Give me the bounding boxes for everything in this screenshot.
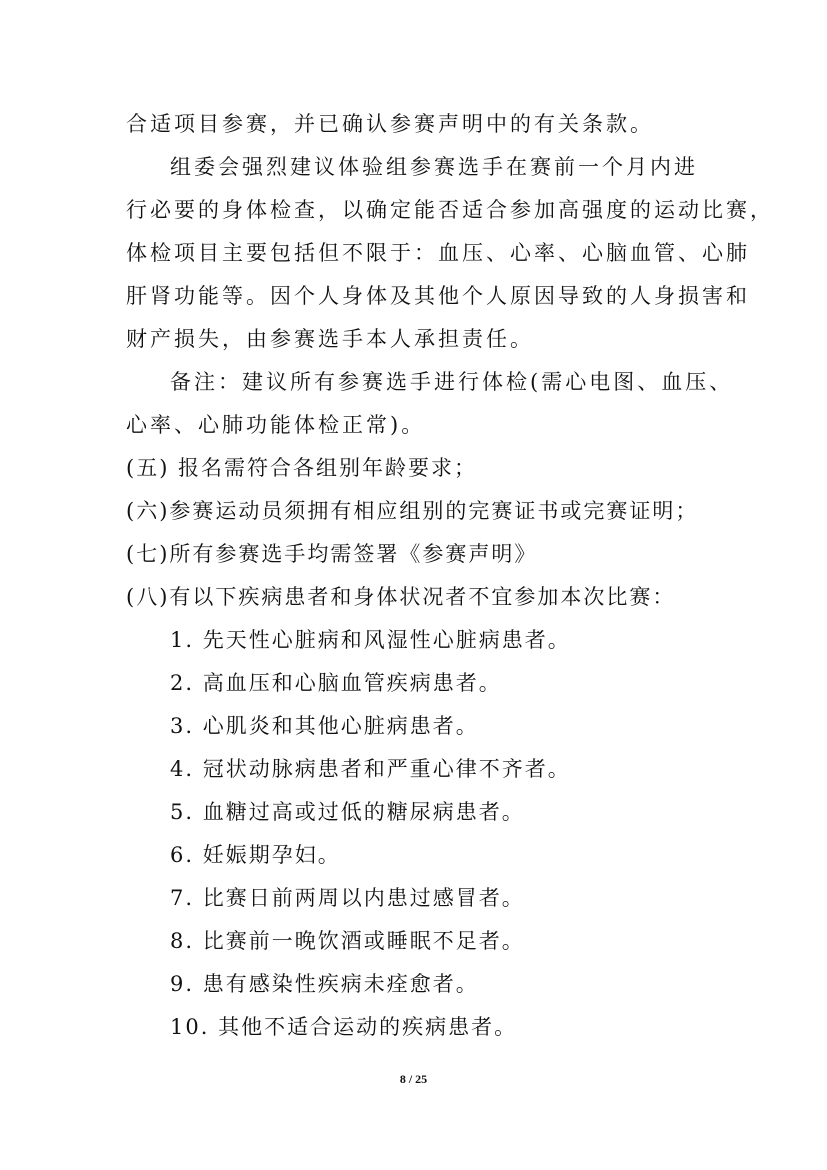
paragraph-line: 合适项目参赛，并已确认参赛声明中的有关条款。 xyxy=(126,112,654,136)
note-line: 心率、心肺功能体检正常)。 xyxy=(126,413,426,437)
section-heading: (七)所有参赛选手均需签署《参赛声明》 xyxy=(126,542,538,566)
list-item: 6. 妊娠期孕妇。 xyxy=(170,843,341,867)
paragraph-line: 肝肾功能等。因个人身体及其他个人原因导致的人身损害和 xyxy=(126,284,750,308)
list-item: 7. 比赛日前两周以内患过感冒者。 xyxy=(170,886,525,910)
section-heading: (六)参赛运动员须拥有相应组别的完赛证书或完赛证明； xyxy=(126,499,699,523)
paragraph-line: 体检项目主要包括但不限于：血压、心率、心脑血管、心肺 xyxy=(126,241,750,265)
list-item: 8. 比赛前一晚饮酒或睡眠不足者。 xyxy=(170,929,525,953)
list-item: 2. 高血压和心脑血管疾病患者。 xyxy=(170,671,502,695)
list-item: 4. 冠状动脉病患者和严重心律不齐者。 xyxy=(170,757,571,781)
page-number: 8 / 25 xyxy=(399,1072,428,1086)
list-item: 5. 血糖过高或过低的糖尿病患者。 xyxy=(170,800,525,824)
list-item: 1. 先天性心脏病和风湿性心脏病患者。 xyxy=(170,628,571,652)
note-line: 备注：建议所有参赛选手进行体检(需心电图、血压、 xyxy=(170,370,734,394)
section-heading: (八)有以下疾病患者和身体状况者不宜参加本次比赛： xyxy=(126,585,676,609)
list-item: 3. 心肌炎和其他心脏病患者。 xyxy=(170,714,479,738)
list-item: 9. 患有感染性疾病未痊愈者。 xyxy=(170,972,479,996)
paragraph-line: 财产损失，由参赛选手本人承担责任。 xyxy=(126,327,534,351)
list-item: 10. 其他不适合运动的疾病患者。 xyxy=(170,1015,518,1039)
paragraph-line: 组委会强烈建议体验组参赛选手在赛前一个月内进 xyxy=(170,155,698,179)
section-heading: (五) 报名需符合各组别年龄要求； xyxy=(126,456,478,480)
paragraph-line: 行必要的身体检查，以确定能否适合参加高强度的运动比赛， xyxy=(126,198,774,222)
